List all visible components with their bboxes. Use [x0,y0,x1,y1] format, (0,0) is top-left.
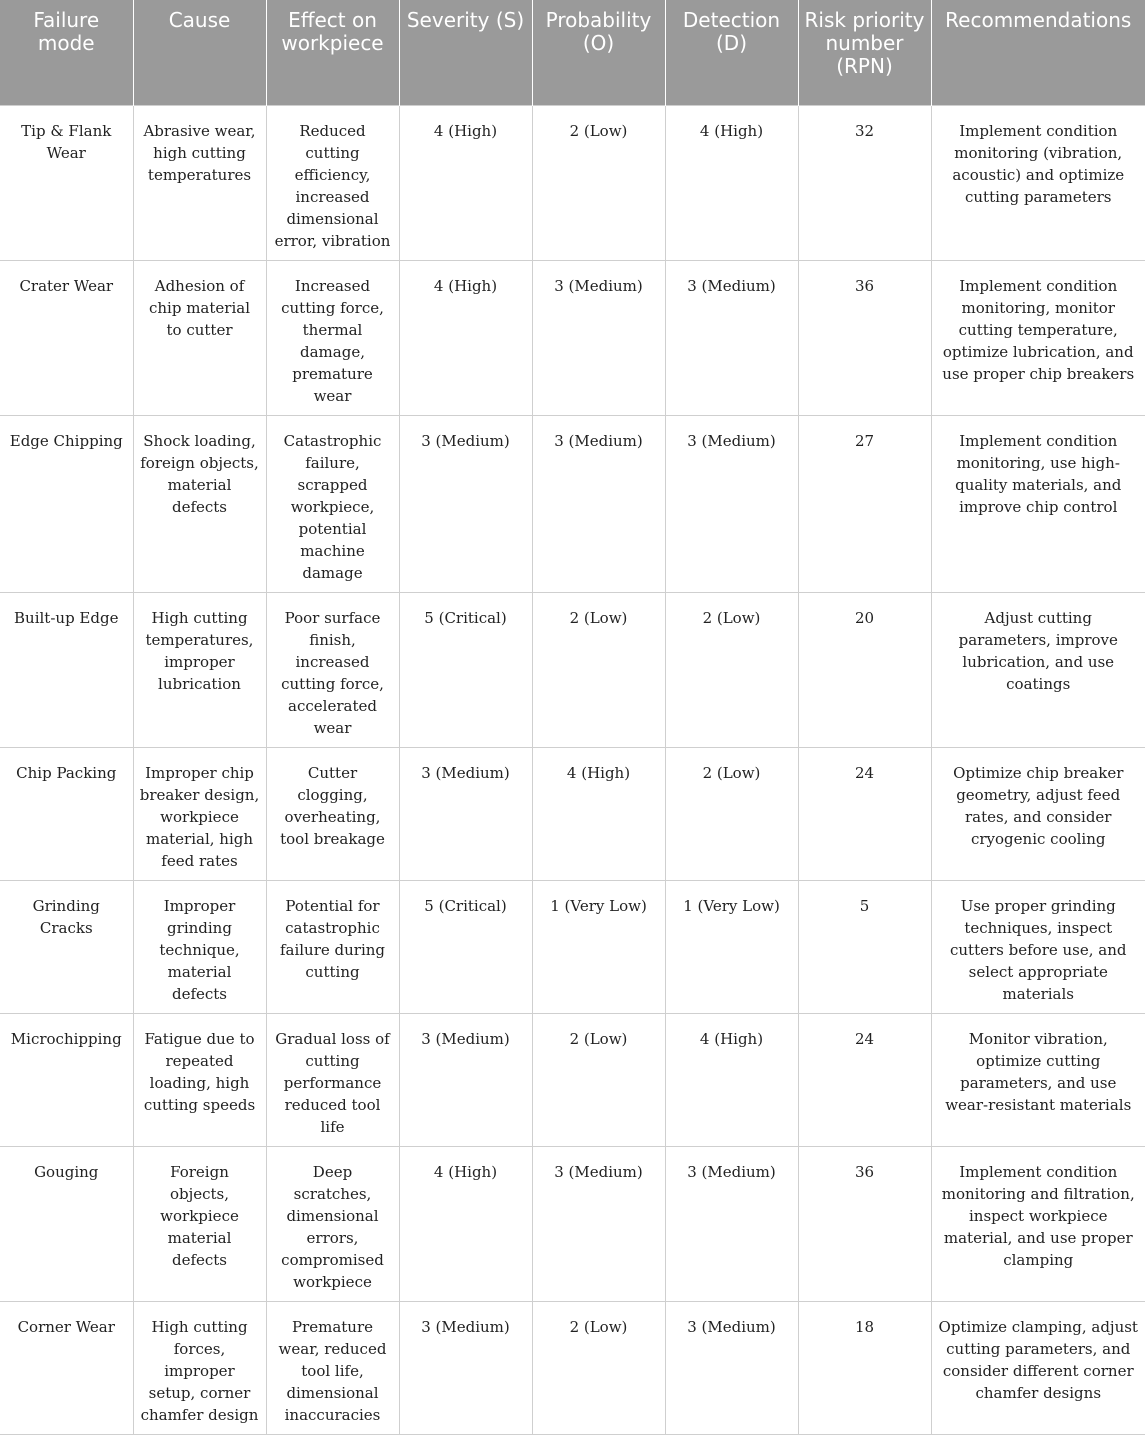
cell-recommendations: Implement condition monitoring, monitor cutting temperature, optimize lubrication, and use proper chip breakers [931,260,1145,415]
header-effect: Effect on workpiece [266,0,399,105]
table-header [0,0,1145,105]
cell-detection: 3 (Medium) [665,260,798,415]
cell-recommendations: Optimize clamping, adjust cutting parameters, and consider different corner chamfer designs [931,1301,1145,1434]
cell-probability: 2 (Low) [532,592,665,747]
cell-rpn: 24 [798,747,931,880]
cell-cause: Fatigue due to repeated loading, high cutting speeds [133,1013,266,1146]
cell-probability: 2 (Low) [532,105,665,260]
cell-severity: 5 (Critical) [399,880,532,1013]
table-row [0,592,1145,747]
cell-effect: Catastrophic failure, scrapped workpiece, potential machine damage [266,415,399,592]
cell-recommendations: Implement condition monitoring (vibration, acoustic) and optimize cutting parameters [931,105,1145,260]
cell-detection: 2 (Low) [665,747,798,880]
cell-detection: 4 (High) [665,105,798,260]
table-row [0,1301,1145,1434]
cell-detection: 1 (Very Low) [665,880,798,1013]
cell-rpn: 5 [798,880,931,1013]
table-row [0,1146,1145,1301]
cell-cause: Abrasive wear, high cutting temperatures [133,105,266,260]
table-row [0,260,1145,415]
cell-probability: 2 (Low) [532,1301,665,1434]
cell-rpn: 20 [798,592,931,747]
cell-failure-mode: Grinding Cracks [0,880,133,1013]
cell-detection: 3 (Medium) [665,1301,798,1434]
cell-failure-mode: Tip & Flank Wear [0,105,133,260]
cell-failure-mode: Chip Packing [0,747,133,880]
cell-effect: Reduced cutting efficiency, increased dimensional error, vibration [266,105,399,260]
cell-probability: 2 (Low) [532,1013,665,1146]
cell-severity: 3 (Medium) [399,1301,532,1434]
cell-effect: Increased cutting force, thermal damage, premature wear [266,260,399,415]
cell-detection: 3 (Medium) [665,1146,798,1301]
cell-probability: 3 (Medium) [532,415,665,592]
header-cause: Cause [133,0,266,105]
cell-effect: Potential for catastrophic failure during cutting [266,880,399,1013]
table-row [0,105,1145,260]
cell-probability: 1 (Very Low) [532,880,665,1013]
table-row [0,747,1145,880]
cell-cause: Improper chip breaker design, workpiece material, high feed rates [133,747,266,880]
cell-recommendations: Optimize chip breaker geometry, adjust feed rates, and consider cryogenic cooling [931,747,1145,880]
cell-severity: 3 (Medium) [399,1013,532,1146]
header-row [0,0,1145,105]
table-row [0,415,1145,592]
cell-detection: 3 (Medium) [665,415,798,592]
cell-rpn: 36 [798,260,931,415]
cell-recommendations: Implement condition monitoring and filtration, inspect workpiece material, and use proper clamping [931,1146,1145,1301]
cell-failure-mode: Corner Wear [0,1301,133,1434]
header-severity: Severity (S) [399,0,532,105]
cell-probability: 3 (Medium) [532,1146,665,1301]
cell-failure-mode: Crater Wear [0,260,133,415]
cell-recommendations: Use proper grinding techniques, inspect cutters before use, and select appropriate materials [931,880,1145,1013]
cell-rpn: 27 [798,415,931,592]
cell-rpn: 36 [798,1146,931,1301]
header-detection: Detection (D) [665,0,798,105]
cell-cause: High cutting forces, improper setup, corner chamfer design [133,1301,266,1434]
cell-probability: 3 (Medium) [532,260,665,415]
cell-cause: Foreign objects, workpiece material defects [133,1146,266,1301]
cell-rpn: 18 [798,1301,931,1434]
cell-failure-mode: Microchipping [0,1013,133,1146]
cell-cause: Improper grinding technique, material defects [133,880,266,1013]
cell-effect: Gradual loss of cutting performance reduced tool life [266,1013,399,1146]
header-probability: Probability (O) [532,0,665,105]
cell-recommendations: Monitor vibration, optimize cutting parameters, and use wear-resistant materials [931,1013,1145,1146]
cell-effect: Cutter clogging, overheating, tool breakage [266,747,399,880]
table-row [0,1013,1145,1146]
cell-rpn: 32 [798,105,931,260]
cell-cause: High cutting temperatures, improper lubrication [133,592,266,747]
header-rpn: Risk priority number (RPN) [798,0,931,105]
cell-failure-mode: Built-up Edge [0,592,133,747]
cell-recommendations: Adjust cutting parameters, improve lubrication, and use coatings [931,592,1145,747]
cell-failure-mode: Edge Chipping [0,415,133,592]
cell-cause: Shock loading, foreign objects, material defects [133,415,266,592]
cell-severity: 4 (High) [399,105,532,260]
cell-recommendations: Implement condition monitoring, use high-quality materials, and improve chip control [931,415,1145,592]
cell-severity: 4 (High) [399,260,532,415]
cell-detection: 2 (Low) [665,592,798,747]
cell-failure-mode: Gouging [0,1146,133,1301]
header-recommendations: Recommendations [931,0,1145,105]
table-body [0,105,1145,1434]
cell-cause: Adhesion of chip material to cutter [133,260,266,415]
cell-severity: 5 (Critical) [399,592,532,747]
cell-rpn: 24 [798,1013,931,1146]
cell-detection: 4 (High) [665,1013,798,1146]
cell-severity: 3 (Medium) [399,747,532,880]
cell-severity: 4 (High) [399,1146,532,1301]
cell-severity: 3 (Medium) [399,415,532,592]
header-failure-mode: Failure mode [0,0,133,105]
cell-effect: Deep scratches, dimensional errors, compromised workpiece [266,1146,399,1301]
cell-probability: 4 (High) [532,747,665,880]
table-row [0,880,1145,1013]
cell-effect: Premature wear, reduced tool life, dimensional inaccuracies [266,1301,399,1434]
cell-effect: Poor surface finish, increased cutting force, accelerated wear [266,592,399,747]
